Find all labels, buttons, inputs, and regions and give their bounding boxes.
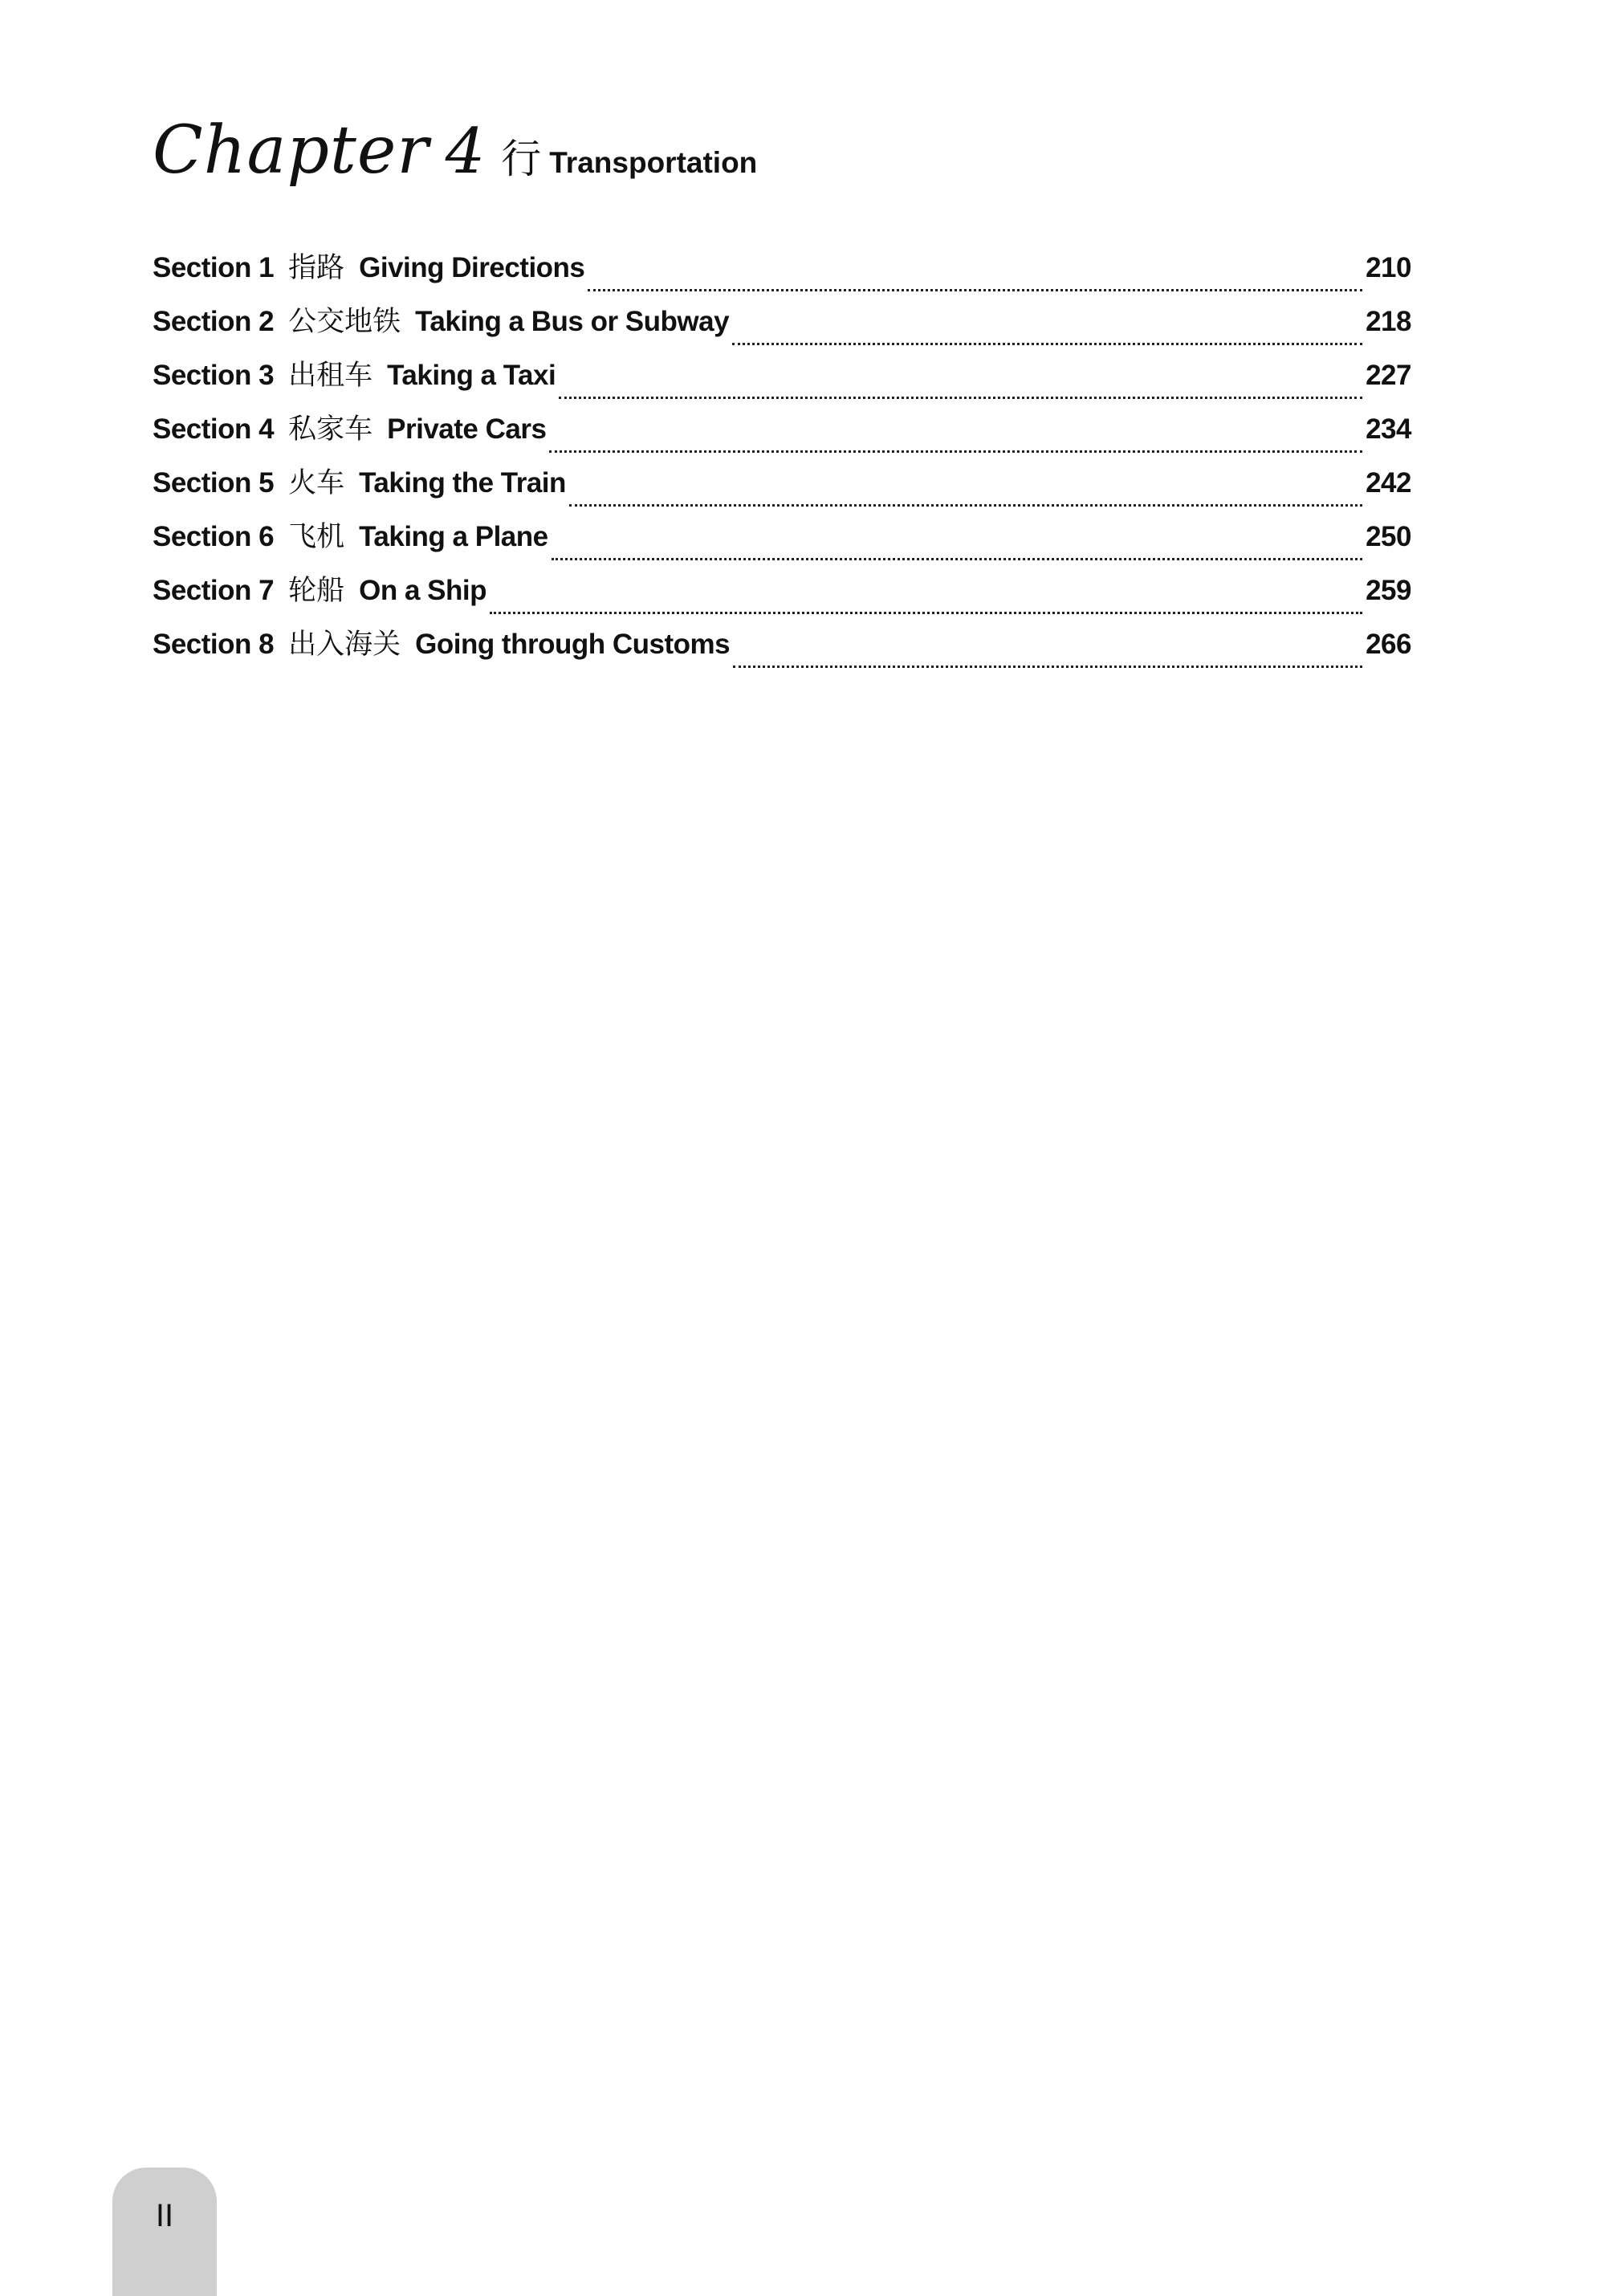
toc-entry-section-8[interactable] bbox=[153, 622, 1411, 676]
dot-leader bbox=[569, 504, 1362, 507]
section-page-number: 242 bbox=[1366, 467, 1411, 499]
section-label: Section 6 bbox=[153, 521, 275, 552]
chapter-title-chinese: 行 bbox=[501, 136, 542, 182]
section-chinese-title: 轮船 bbox=[288, 575, 345, 607]
section-page-number: 227 bbox=[1366, 360, 1411, 391]
section-chinese-title: 飞机 bbox=[288, 521, 345, 553]
section-label: Section 3 bbox=[153, 360, 275, 391]
dot-leader bbox=[559, 397, 1362, 399]
section-label: Section 4 bbox=[153, 413, 275, 445]
dot-leader bbox=[549, 450, 1362, 453]
toc-entry-section-2[interactable] bbox=[153, 299, 1411, 353]
chapter-heading bbox=[153, 112, 757, 189]
section-label: Section 1 bbox=[153, 252, 275, 283]
toc-entry-section-5[interactable] bbox=[153, 461, 1411, 515]
chapter-number: 4 bbox=[445, 116, 486, 188]
dot-leader bbox=[733, 666, 1362, 668]
toc-entry-section-4[interactable] bbox=[153, 407, 1411, 461]
toc-entry-section-3[interactable] bbox=[153, 353, 1411, 407]
table-of-contents bbox=[153, 246, 1411, 676]
section-title: Giving Directions bbox=[359, 252, 585, 283]
toc-entry-section-7[interactable] bbox=[153, 568, 1411, 622]
section-page-number: 210 bbox=[1366, 252, 1411, 283]
section-label: Section 5 bbox=[153, 467, 275, 499]
page-number-tab bbox=[112, 2168, 217, 2296]
dot-leader bbox=[732, 343, 1362, 345]
section-page-number: 266 bbox=[1366, 629, 1411, 660]
section-title: On a Ship bbox=[359, 575, 486, 606]
section-title: Taking a Plane bbox=[359, 521, 548, 552]
dot-leader bbox=[552, 558, 1362, 560]
section-chinese-title: 私家车 bbox=[288, 413, 373, 446]
section-page-number: 234 bbox=[1366, 413, 1411, 445]
section-label: Section 7 bbox=[153, 575, 275, 606]
page-number: II bbox=[155, 2198, 174, 2233]
section-page-number: 259 bbox=[1366, 575, 1411, 606]
section-chinese-title: 出入海关 bbox=[288, 629, 401, 661]
section-page-number: 218 bbox=[1366, 306, 1411, 337]
section-title: Going through Customs bbox=[415, 629, 731, 660]
section-chinese-title: 火车 bbox=[288, 467, 345, 499]
section-chinese-title: 指路 bbox=[288, 252, 345, 284]
section-title: Taking a Taxi bbox=[387, 360, 556, 391]
section-label: Section 8 bbox=[153, 629, 275, 660]
chapter-word: Chapter bbox=[153, 112, 429, 189]
section-chinese-title: 公交地铁 bbox=[288, 306, 401, 338]
section-title: Taking the Train bbox=[359, 467, 566, 499]
section-chinese-title: 出租车 bbox=[288, 360, 373, 392]
dot-leader bbox=[490, 612, 1362, 614]
chapter-title-english: Transportation bbox=[549, 146, 758, 179]
section-title: Private Cars bbox=[387, 413, 547, 445]
toc-entry-section-1[interactable] bbox=[153, 246, 1411, 299]
dot-leader bbox=[588, 289, 1362, 291]
section-page-number: 250 bbox=[1366, 521, 1411, 552]
section-title: Taking a Bus or Subway bbox=[415, 306, 730, 337]
toc-entry-section-6[interactable] bbox=[153, 515, 1411, 568]
section-label: Section 2 bbox=[153, 306, 275, 337]
